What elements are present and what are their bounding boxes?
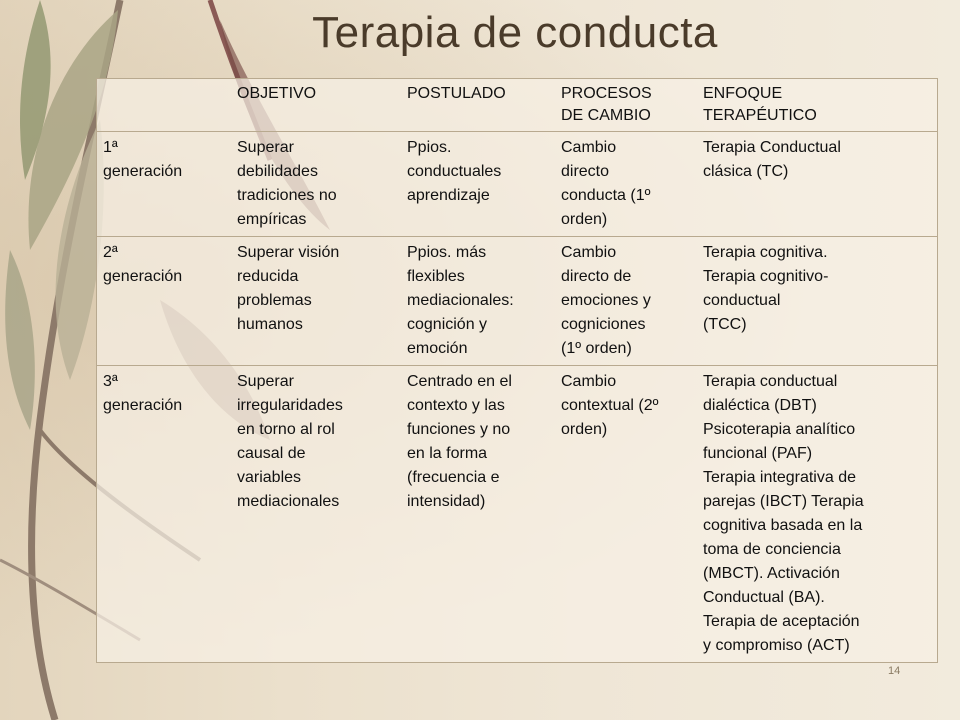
slide-title: Terapia de conducta (312, 8, 718, 57)
cell-text (103, 370, 225, 418)
cell-text-line: en torno al rol (237, 421, 335, 438)
cell-text-line: clásica (TC) (703, 163, 789, 180)
cell-text-line: mediacionales: (407, 292, 514, 309)
header-cell-postulado (401, 79, 555, 132)
cell-objetivo (231, 132, 401, 237)
cell-text-line: dialéctica (DBT) (703, 397, 817, 414)
table-row-2 (97, 237, 937, 366)
cell-text-line: contexto y las (407, 397, 505, 414)
table-header-row (97, 79, 937, 132)
cell-text-line: 3ª (103, 373, 118, 390)
cell-text-line: Ppios. (407, 139, 452, 156)
cell-text-line: generación (103, 397, 183, 414)
cell-generation (97, 237, 231, 366)
cell-text (561, 241, 691, 361)
cell-text-line: mediacionales (237, 493, 340, 510)
cell-text-line: Centrado en el (407, 373, 512, 390)
cell-postulado (401, 132, 555, 237)
cell-text-line: reducida (237, 268, 299, 285)
cell-text-line: conductual (703, 292, 781, 309)
cell-text-line: y compromiso (ACT) (703, 637, 850, 654)
cell-text-line: (TCC) (703, 316, 747, 333)
cell-text-line: emoción (407, 340, 468, 357)
cell-text-line: intensidad) (407, 493, 486, 510)
cell-text-line: Ppios. más (407, 244, 487, 261)
cell-text-line: conducta (1º (561, 187, 651, 204)
header-cell-empty (97, 79, 231, 132)
cell-text-line: irregularidades (237, 397, 343, 414)
cell-procesos (555, 237, 697, 366)
cell-text-line: emociones y (561, 292, 651, 309)
cell-text (561, 136, 691, 232)
cell-text-line: Cambio (561, 373, 617, 390)
cell-text-line: Superar (237, 139, 294, 156)
cell-text (703, 370, 931, 658)
cell-text-line: Terapia Conductual (703, 139, 841, 156)
cell-postulado (401, 237, 555, 366)
cell-text (103, 241, 225, 289)
cell-text-line: generación (103, 163, 183, 180)
cell-text-line: (1º orden) (561, 340, 632, 357)
cell-procesos (555, 366, 697, 663)
cell-text-line: Terapia de aceptación (703, 613, 860, 630)
cell-text-line: variables (237, 469, 302, 486)
cell-text (407, 370, 549, 514)
cell-text-line: Terapia conductual (703, 373, 838, 390)
cell-text-line: funciones y no (407, 421, 511, 438)
cell-text (703, 241, 931, 337)
cell-text (237, 370, 395, 514)
cell-text (103, 136, 225, 184)
cell-text-line: ENFOQUE (703, 85, 783, 102)
cell-text-line: Conductual (BA). (703, 589, 825, 606)
cell-text-line: Terapia cognitivo- (703, 268, 829, 285)
generations-table (96, 78, 938, 663)
cell-text (703, 136, 931, 184)
cell-generation (97, 132, 231, 237)
cell-text-line: problemas (237, 292, 312, 309)
cell-text-line: cognitiva basada en la (703, 517, 863, 534)
cell-text-line: Superar visión (237, 244, 340, 261)
cell-text-line: PROCESOS (561, 85, 652, 102)
cell-text-line: tradiciones no (237, 187, 337, 204)
cell-text-line: POSTULADO (407, 85, 506, 102)
cell-text (237, 241, 395, 337)
cell-text-line: orden) (561, 211, 608, 228)
cell-text-line: generación (103, 268, 183, 285)
cell-objetivo (231, 366, 401, 663)
cell-text-line: 1ª (103, 139, 118, 156)
cell-text (407, 83, 549, 105)
cell-text-line: debilidades (237, 163, 318, 180)
cell-text-line: 2ª (103, 244, 118, 261)
cell-text-line: empíricas (237, 211, 307, 228)
cell-text-line: (frecuencia e (407, 469, 500, 486)
cell-text-line: Cambio (561, 139, 617, 156)
cell-text (561, 83, 691, 127)
cell-text-line: cognición y (407, 316, 488, 333)
cell-postulado (401, 366, 555, 663)
cell-text-line: orden) (561, 421, 608, 438)
cell-text-line: conductuales (407, 163, 502, 180)
cell-text (237, 136, 395, 232)
cell-text-line: parejas (IBCT) Terapia (703, 493, 864, 510)
header-cell-enfoque (697, 79, 937, 132)
cell-text-line: funcional (PAF) (703, 445, 813, 462)
cell-text-line: Superar (237, 373, 294, 390)
header-cell-procesos (555, 79, 697, 132)
cell-text-line: OBJETIVO (237, 85, 317, 102)
cell-text-line: Terapia cognitiva. (703, 244, 828, 261)
cell-text (407, 241, 549, 361)
cell-enfoque (697, 237, 937, 366)
cell-text-line: toma de conciencia (703, 541, 841, 558)
cell-text (561, 370, 691, 442)
cell-text (407, 136, 549, 208)
cell-generation (97, 366, 231, 663)
cell-text (703, 83, 931, 127)
cell-enfoque (697, 132, 937, 237)
table-row-3 (97, 366, 937, 663)
cell-text-line: directo de (561, 268, 632, 285)
cell-text-line: Psicoterapia analítico (703, 421, 856, 438)
cell-text (237, 83, 395, 105)
cell-text-line: directo (561, 163, 610, 180)
cell-procesos (555, 132, 697, 237)
cell-text-line: (MBCT). Activación (703, 565, 840, 582)
cell-enfoque (697, 366, 937, 663)
header-cell-objetivo (231, 79, 401, 132)
cell-text-line: flexibles (407, 268, 465, 285)
cell-objetivo (231, 237, 401, 366)
cell-text-line: humanos (237, 316, 303, 333)
cell-text-line: DE CAMBIO (561, 107, 651, 124)
page-number: 14 (888, 665, 901, 677)
cell-text-line: Cambio (561, 244, 617, 261)
cell-text-line: en la forma (407, 445, 488, 462)
cell-text-line: causal de (237, 445, 306, 462)
cell-text-line: TERAPÉUTICO (703, 107, 817, 124)
cell-text-line: cogniciones (561, 316, 646, 333)
cell-text-line: Terapia integrativa de (703, 469, 856, 486)
table-row-1 (97, 132, 937, 237)
cell-text-line: contextual (2º (561, 397, 659, 414)
cell-text-line: aprendizaje (407, 187, 490, 204)
